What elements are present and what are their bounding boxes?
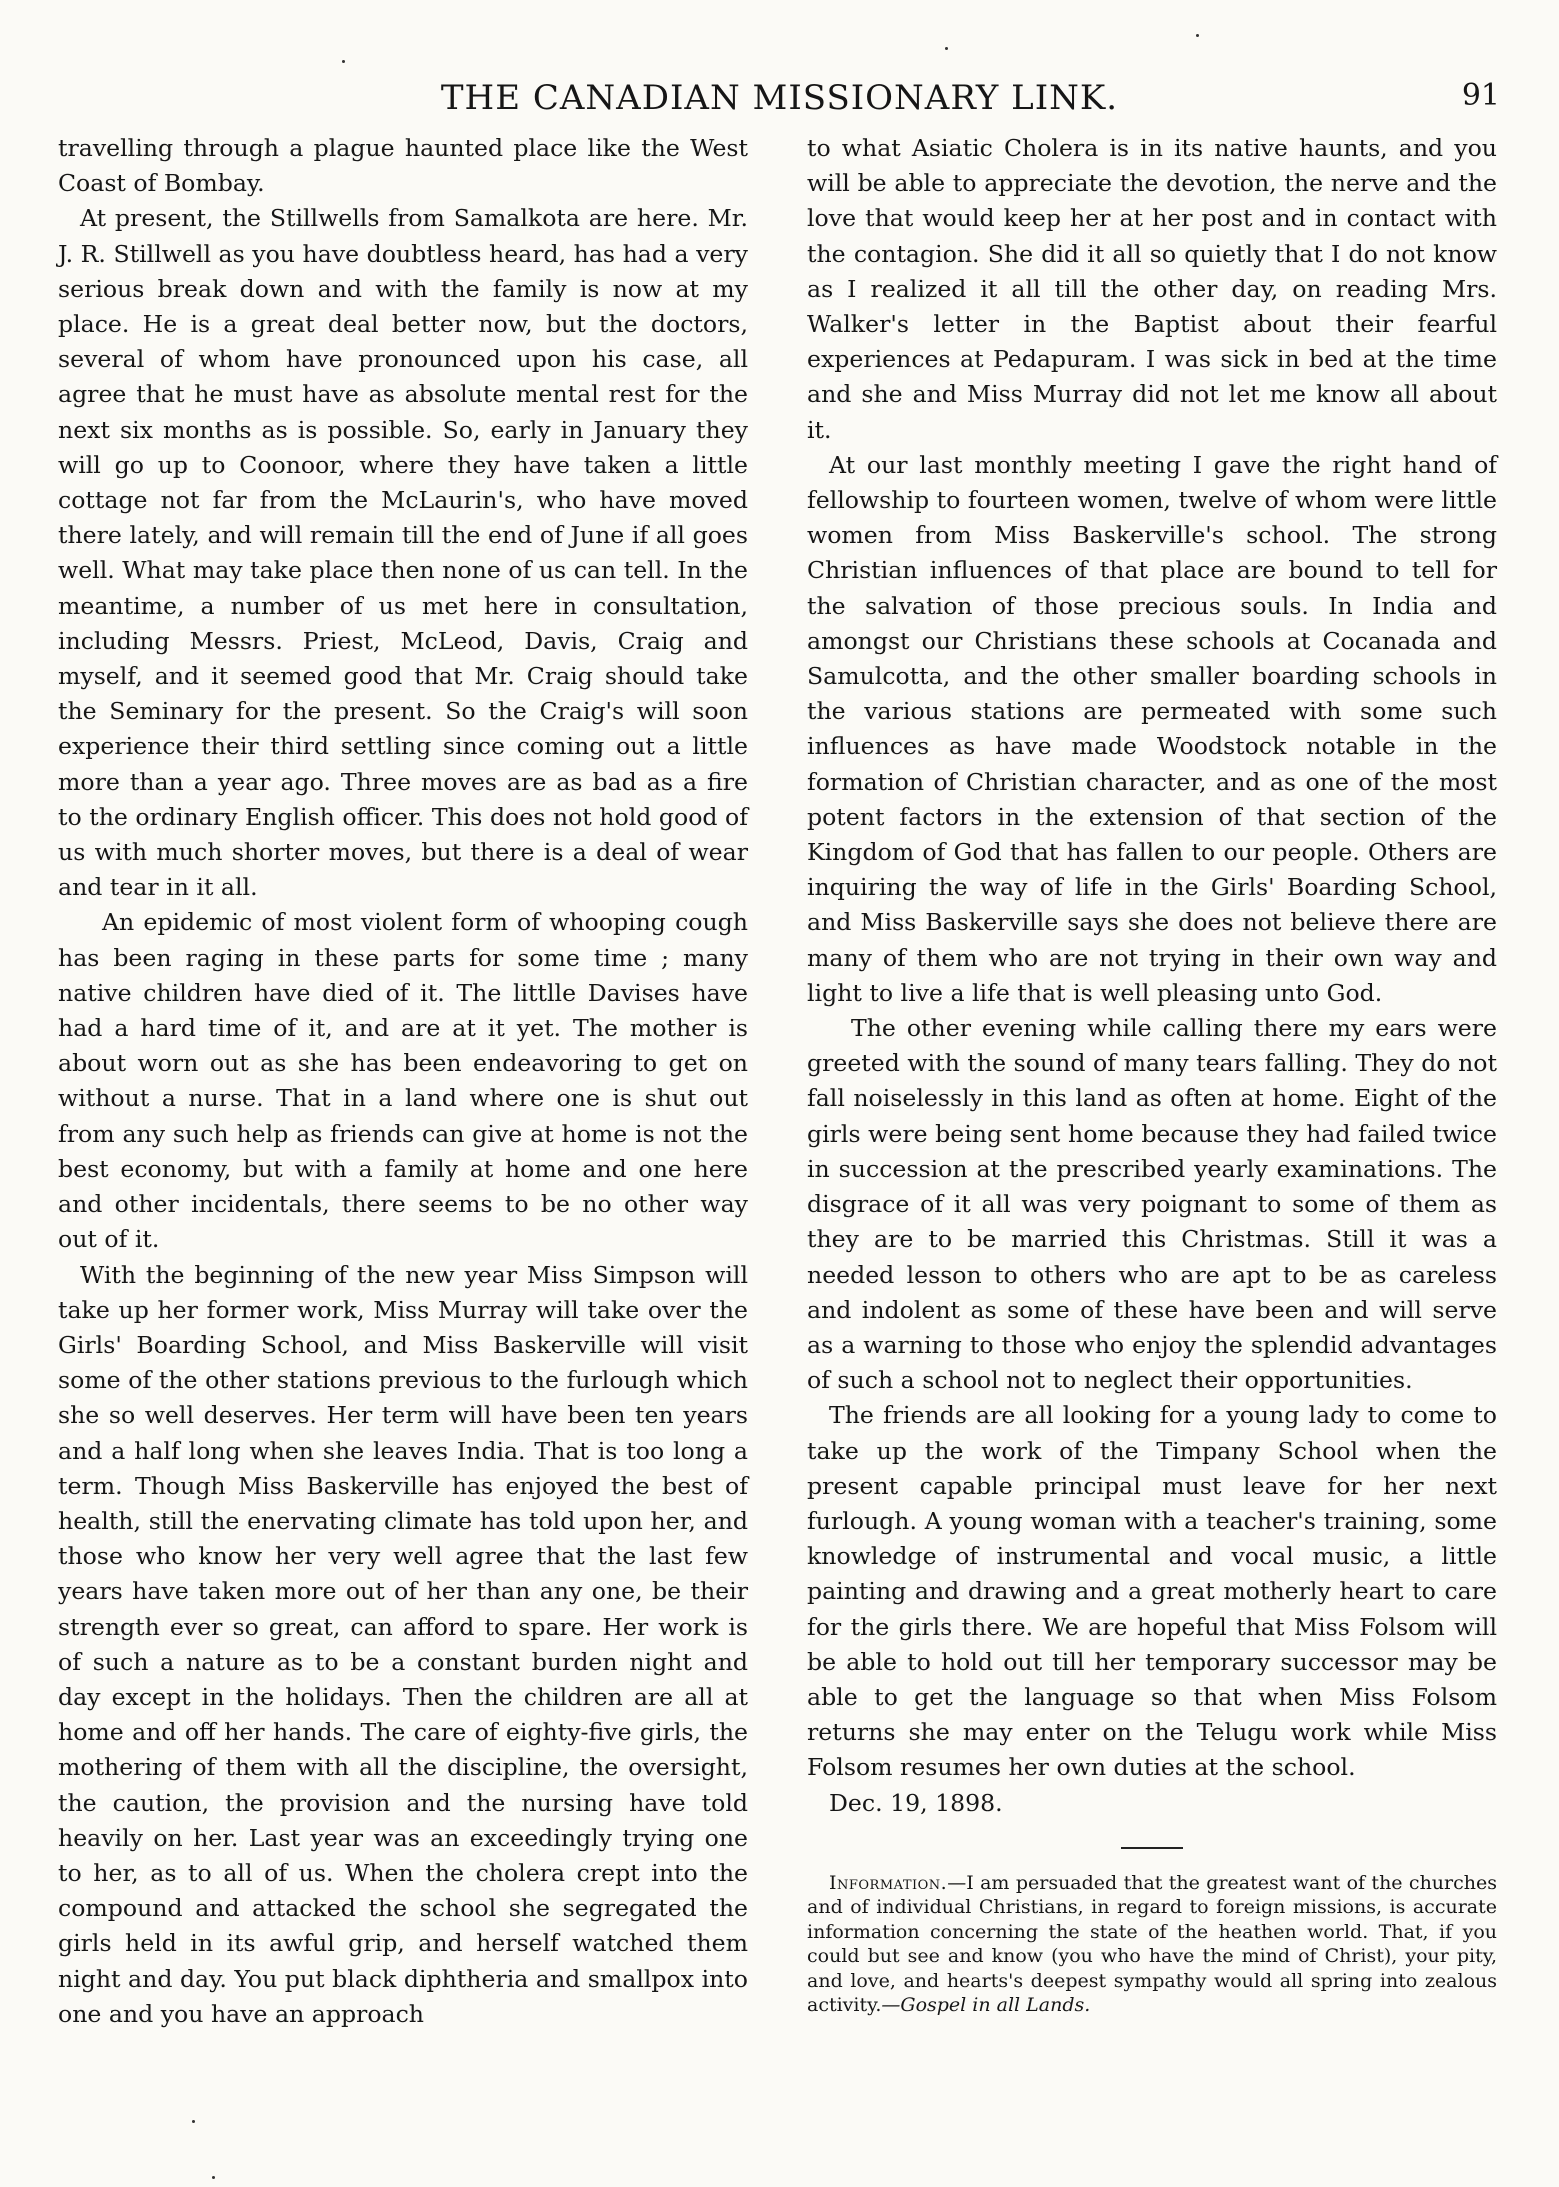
journal-title: THE CANADIAN MISSIONARY LINK. bbox=[440, 78, 1119, 118]
footnote-body: —I am persuaded that the greatest want of the churches and of individual Christians, in regard to foreign missions, is accurate information concerning the state of the heathen world. That, if you could but see and know (you who have the mind of Christ), your pity, and love, and hearts's deepest sympathy would all spring into zealous activity. bbox=[807, 1871, 1497, 2017]
paragraph: At present, the Stillwells from Samalkota are here. Mr. J. R. Stillwell as you have doubtless heard, has had a very serious break down and with the family is now at my place. He is a great deal better now, but the doctors, several of whom have pronounced upon his case, all agree that he must have as absolute mental rest for the next six months as is possible. So, early in January they will go up to Coonoor, where they have taken a little cottage not far from the McLaurin's, who have moved there lately, and will remain till the end of June if all goes well. What may take place then none of us can tell. In the meantime, a number of us met here in consultation, including Messrs. Priest, McLeod, Davis, Craig and myself, and it seemed good that Mr. Craig should take the Seminary for the present. So the Craig's will soon experience their third settling since coming out a little more than a year ago. Three moves are as bad as a fire to the ordinary English officer. This does not hold good of us with much shorter moves, but there is a deal of wear and tear in it all. bbox=[58, 204, 748, 902]
print-speck bbox=[945, 47, 948, 50]
page-number: 91 bbox=[1461, 78, 1500, 113]
print-speck bbox=[192, 2120, 195, 2123]
letter-date: Dec. 19, 1898. bbox=[829, 1788, 1003, 1817]
paragraph: travelling through a plague haunted place like the West Coast of Bombay. bbox=[58, 134, 748, 198]
paragraph: With the beginning of the new year Miss Simpson will take up her former work, Miss Murray will take over the Girls' Boarding School, and Miss Baskerville will visit some of the other stations previous to the furlough which she so well deserves. Her term will have been ten years and a half long when she leaves India. That is too long a term. Though Miss Baskerville has enjoyed the best of health, still the enervating climate has told upon her, and those who know her very well agree that the last few years have taken more out of her than any one, be their strength ever so great, can afford to spare. Her work is of such a nature as to be a constant burden night and day except in the holidays. Then the children are all at home and off her hands. The care of eighty-five girls, the mothering of them with all the discipline, the oversight, the caution, the provision and the nursing have told heavily on her. Last year was an exceedingly trying one to her, as to all of us. When the cholera crept into the compound and attacked the school she segregated the girls held in its awful grip, and herself watched them night and day. You put black diphtheria and smallpox into one and you have an approach bbox=[58, 1260, 748, 2028]
footnote-source: —Gospel in all Lands. bbox=[881, 1994, 1091, 2017]
print-speck bbox=[342, 60, 345, 63]
paragraph: The other evening while calling there my ears were greeted with the sound of many tears falling. They do not fall noiselessly in this land as often at home. Eight of the girls were being sent home because they had failed twice in succession at the prescribed yearly examinations. The disgrace of it all was very poignant to some of them as they are to be married this Christmas. Still it was a needed lesson to others who are apt to be as careless and indolent as some of these have been and will serve as a warning to those who enjoy the splendid advantages of such a school not to neglect their opportunities. bbox=[807, 1014, 1497, 1395]
footnote bbox=[807, 1871, 1497, 2018]
print-speck bbox=[212, 2176, 215, 2179]
footnote-lead: Information. bbox=[829, 1871, 948, 1894]
divider-rule bbox=[1121, 1847, 1183, 1849]
left-column bbox=[58, 131, 748, 2032]
paragraph: The friends are all looking for a young lady to come to take up the work of the Timpany School when the present capable principal must leave for her next furlough. A young woman with a teacher's training, some knowledge of instrumental and vocal music, a little painting and drawing and a great motherly heart to care for the girls there. We are hopeful that Miss Folsom will be able to hold out till her temporary successor may be able to get the language so that when Miss Folsom returns she may enter on the Telugu work while Miss Folsom resumes her own duties at the school. bbox=[807, 1401, 1497, 1782]
paragraph: An epidemic of most violent form of whooping cough has been raging in these parts for some time ; many native children have died of it. The littlle Davises have had a hard time of it, and are at it yet. The mother is about worn out as she has been endeavoring to get on without a nurse. That in a land where one is shut out from any such help as friends can give at home is not the best economy, but with a family at home and one here and other incidentals, there seems to be no other way out of it. bbox=[58, 908, 748, 1254]
paragraph: At our last monthly meeting I gave the right hand of fellowship to fourteen women, twelve of whom were little women from Miss Baskerville's school. The strong Christian influences of that place are bound to tell for the salvation of those precious souls. In India and amongst our Christians these schools at Cocanada and Samulcotta, and the other smaller boarding schools in the various stations are permeated with some such influences as have made Woodstock notable in the formation of Christian character, and as one of the most potent factors in the extension of that section of the Kingdom of God that has fallen to our people. Others are inquiring the way of life in the Girls' Boarding School, and Miss Baskerville says she does not believe there are many of them who are not trying in their own way and light to live a life that is well pleasing unto God. bbox=[807, 450, 1497, 1007]
page-header bbox=[0, 78, 1559, 128]
right-column bbox=[807, 131, 1497, 2018]
print-speck bbox=[1196, 34, 1199, 37]
paragraph: to what Asiatic Cholera is in its native haunts, and you will be able to appreciate the devotion, the nerve and the love that would keep her at her post and in contact with the contagion. She did it all so quietly that I do not know as I realized it all till the other day, on reading Mrs. Walker's letter in the Baptist about their fearful experiences at Pedapuram. I was sick in bed at the time and she and Miss Murray did not let me know all about it. bbox=[807, 134, 1497, 444]
